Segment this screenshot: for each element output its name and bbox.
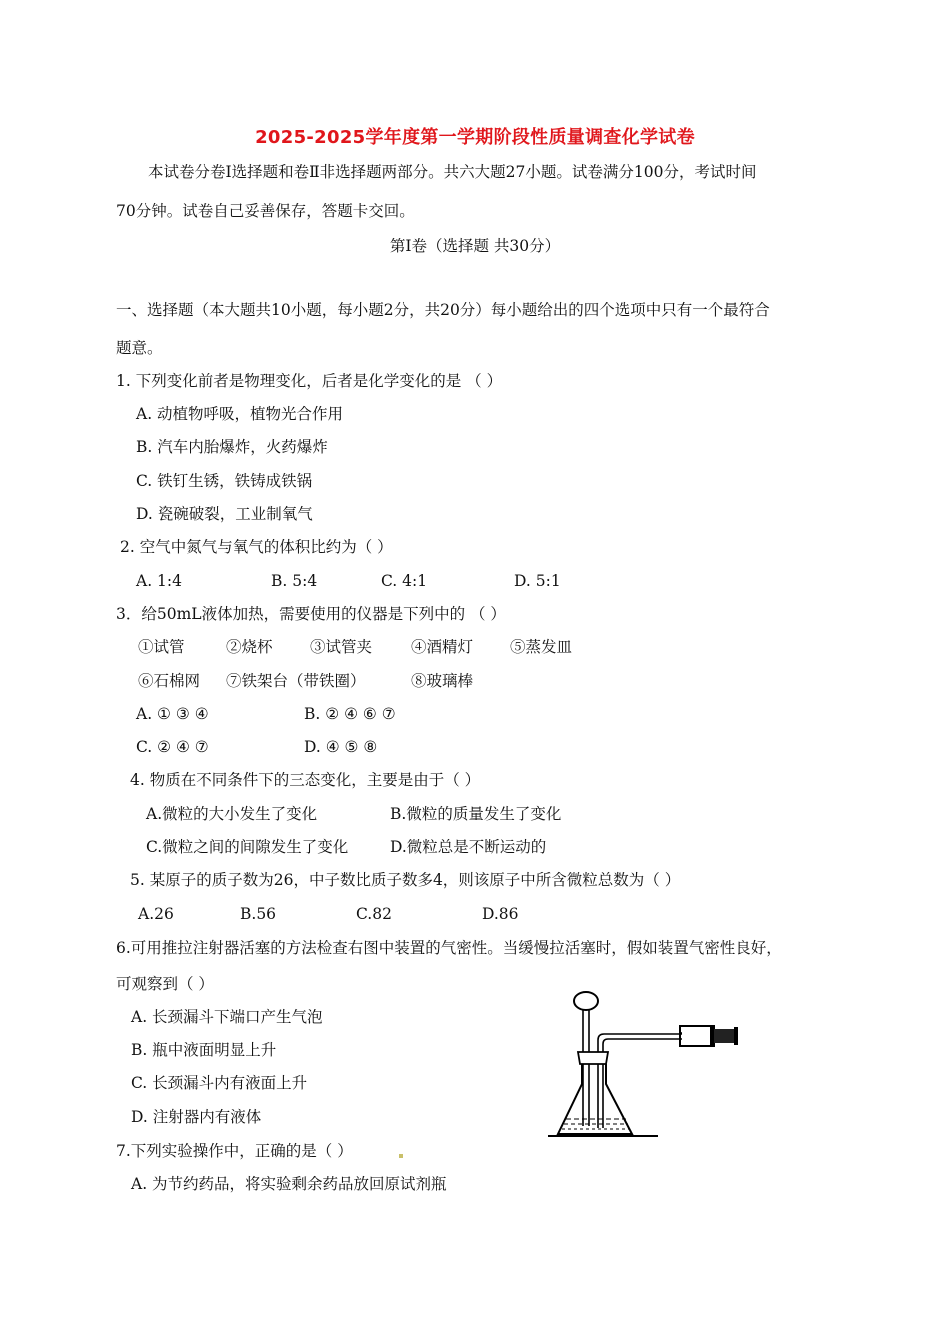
q4-option-a: A.微粒的大小发生了变化 (146, 805, 318, 823)
delivery-tube-inner (603, 1039, 682, 1128)
delivery-tube-outer (598, 1034, 682, 1128)
q2-stem: 2. 空气中氮气与氧气的体积比约为（ ） (120, 538, 393, 556)
syringe-plunger-rod (714, 1029, 734, 1043)
stopper (578, 1052, 608, 1064)
q3-item-2: ②烧杯 (226, 638, 273, 656)
q5-option-b: B.56 (240, 905, 277, 923)
q6-stem-line-1: 6.可用推拉注射器活塞的方法检查右图中装置的气密性。当缓慢拉活塞时，假如装置气密性良好， (116, 939, 782, 957)
stray-mark (399, 1154, 403, 1158)
q5-option-a: A.26 (138, 905, 174, 923)
intro-line-1: 本试卷分卷Ⅰ选择题和卷Ⅱ非选择题两部分。共六大题27小题。试卷满分100分，考试时间 (148, 163, 757, 181)
syringe-plunger-head (710, 1025, 713, 1047)
q4-option-b: B.微粒的质量发生了变化 (390, 805, 562, 823)
q3-item-7: ⑦铁架台（带铁圈） (226, 672, 366, 690)
q3-option-c: C. ② ④ ⑦ (136, 738, 209, 756)
q2-option-c: C. 4:1 (381, 572, 428, 590)
q3-item-1: ①试管 (138, 638, 185, 656)
syringe-barrel (680, 1026, 714, 1046)
q3-item-3: ③试管夹 (310, 638, 373, 656)
q4-option-c: C.微粒之间的间隙发生了变化 (146, 838, 349, 856)
q7-stem: 7.下列实验操作中，正确的是（ ） (116, 1142, 353, 1160)
q1-option-c: C. 铁钉生锈，铁铸成铁锅 (136, 472, 313, 490)
q4-stem: 4. 物质在不同条件下的三态变化，主要是由于（ ） (130, 771, 481, 789)
q3-option-b: B. ② ④ ⑥ ⑦ (304, 705, 396, 723)
q3-item-6: ⑥石棉网 (138, 672, 201, 690)
q6-option-a: A. 长颈漏斗下端口产生气泡 (131, 1008, 323, 1026)
part1-instructions-line-1: 一、选择题（本大题共10小题，每小题2分，共20分）每小题给出的四个选项中只有一个最符合 (116, 301, 770, 319)
q2-option-b: B. 5:4 (271, 572, 318, 590)
q1-stem: 1. 下列变化前者是物理变化，后者是化学变化的是 （ ） (116, 372, 503, 390)
section-title: 第Ⅰ卷（选择题 共30分） (389, 237, 561, 255)
q5-option-c: C.82 (356, 905, 392, 923)
q4-option-d: D.微粒总是不断运动的 (390, 838, 547, 856)
q3-stem: 3．给50mL液体加热，需要使用的仪器是下列中的 （ ） (116, 605, 506, 623)
q6-option-d: D. 注射器内有液体 (131, 1108, 262, 1126)
part1-instructions-line-2: 题意。 (116, 339, 163, 357)
intro-line-2: 70分钟。试卷自己妥善保存，答题卡交回。 (116, 202, 415, 220)
q2-option-d: D. 5:1 (514, 572, 561, 590)
q2-option-a: A. 1:4 (136, 572, 182, 590)
q1-option-d: D. 瓷碗破裂，工业制氧气 (136, 505, 313, 523)
q6-option-b: B. 瓶中液面明显上升 (131, 1041, 277, 1059)
q3-option-d: D. ④ ⑤ ⑧ (304, 738, 378, 756)
q6-option-c: C. 长颈漏斗内有液面上升 (131, 1074, 308, 1092)
q3-option-a: A. ① ③ ④ (136, 705, 209, 723)
q3-item-4: ④酒精灯 (411, 638, 474, 656)
q1-option-b: B. 汽车内胎爆炸，火药爆炸 (136, 438, 328, 456)
q5-option-d: D.86 (482, 905, 519, 923)
apparatus-diagram (540, 988, 750, 1143)
q3-item-5: ⑤蒸发皿 (510, 638, 573, 656)
funnel-bulb (574, 992, 598, 1010)
q6-stem-line-2: 可观察到（ ） (116, 975, 214, 993)
q5-stem: 5. 某原子的质子数为26，中子数比质子数多4，则该原子中所含微粒总数为（ ） (130, 871, 681, 889)
syringe-plunger-end (734, 1027, 738, 1045)
q3-item-8: ⑧玻璃棒 (411, 672, 474, 690)
q1-option-a: A. 动植物呼吸，植物光合作用 (136, 405, 344, 423)
q7-option-a: A. 为节约药品，将实验剩余药品放回原试剂瓶 (131, 1175, 447, 1193)
exam-title: 2025-2025学年度第一学期阶段性质量调查化学试卷 (255, 127, 695, 148)
